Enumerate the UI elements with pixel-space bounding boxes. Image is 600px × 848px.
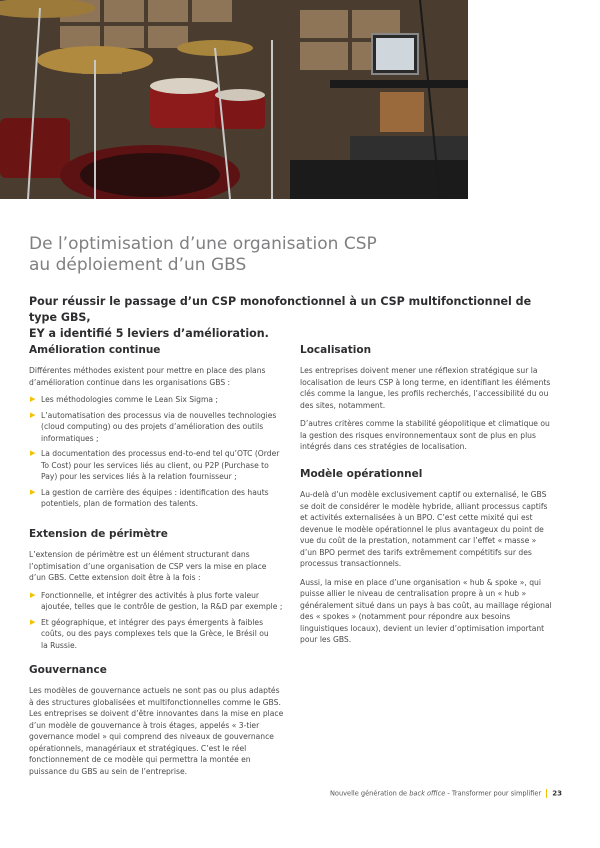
page-title <box>29 234 449 276</box>
text-line: Les modèles de gouvernance actuels ne sont pas ou plus adaptés <box>29 686 280 695</box>
text-line: Au-delà d’un modèle exclusivement captif ou externalisé, le GBS <box>300 490 547 499</box>
text-line: Les entreprises se doivent d’être innovantes dans la mise en place <box>29 709 284 718</box>
text-line: coûts, ou des pays complexes tels que la Grèce, le Brésil ou <box>41 629 269 638</box>
section-gouvernance <box>29 664 289 777</box>
text-line: puisse allier le niveau de centralisation propre à un « hub » <box>300 589 527 598</box>
section-paragraph <box>300 365 558 411</box>
section-paragraph <box>300 489 558 570</box>
text-line: intégrés dans ces stratégies de localisation. <box>300 442 467 451</box>
bullet-icon: ▶ <box>30 590 36 599</box>
footer-separator <box>546 789 547 798</box>
section-intro <box>29 549 289 584</box>
text-line: la gestion des risques environnementaux sont de plus en plus <box>300 430 536 440</box>
text-line: des « spokes » (notamment pour répondre aux besoins <box>300 612 511 621</box>
page-title-line-2: au déploiement d’un GBS <box>29 255 247 275</box>
section-modele-operationnel <box>300 468 558 646</box>
list-item <box>29 394 289 406</box>
text-line: localisation de leurs CSP à long terme, en identifiant les éléments <box>300 377 551 387</box>
bullet-icon: ▶ <box>30 617 36 626</box>
footer-text <box>330 790 541 798</box>
text-line: d’amélioration continue dans les organisations GBS : <box>29 377 231 387</box>
text-line: L’extension de périmètre est un élément structurant dans <box>29 550 250 559</box>
lead-line-2: EY a identifié 5 leviers d’amélioration. <box>29 327 269 340</box>
section-amelioration-continue <box>29 344 289 510</box>
text-line: Différentes méthodes existent pour mettre en place des plans <box>29 366 266 375</box>
list-item <box>29 448 289 483</box>
text-line: l’optimisation d’une organisation de CSP vers la mise en place <box>29 561 267 571</box>
page-title-line-1: De l’optimisation d’une organisation CSP <box>29 234 377 254</box>
section-extension-perimetre <box>29 528 289 651</box>
text-line: To Cost) pour les services liés au client, ou P2P (Purchase to <box>41 460 269 470</box>
text-line: processus transactionnels. <box>300 559 402 568</box>
text-line: Et géographique, et intégrer des pays émergents à faibles <box>41 617 264 627</box>
section-heading: Amélioration continue <box>29 344 161 356</box>
bullet-icon: ▶ <box>30 395 36 403</box>
text-line: governance model » qui comprend des niveaux de gouvernance <box>29 732 274 741</box>
text-line: la Russie. <box>41 640 78 650</box>
section-heading: Localisation <box>300 344 372 356</box>
bullet-icon: ▶ <box>30 449 36 457</box>
text-line: Pay) pour les services liés à la relation fournisseur ; <box>41 472 237 481</box>
footer-text-part: Nouvelle génération de <box>330 789 410 798</box>
footer-text-part: - Transformer pour simplifier <box>445 789 542 798</box>
text-line: La gestion de carrière des équipes : identification des hauts <box>41 487 269 497</box>
text-line: Les entreprises doivent mener une réflexion stratégique sur la <box>300 366 538 375</box>
text-line: potentiels, plan de formation des talents. <box>41 499 199 508</box>
bullet-list <box>29 590 289 652</box>
bullet-icon: ▶ <box>30 487 36 496</box>
bullet-list <box>29 394 289 510</box>
text-line: ajoutée, telles que le contrôle de gestion, la R&D par exemple ; <box>41 602 283 611</box>
text-line: vue du coût de la prestation, notamment car l’effet « masse » <box>300 536 537 545</box>
text-line: d’un BPO permet des tarifs extrêmement compétitifs sur des <box>300 547 532 557</box>
text-line: et activités externalisées à un BPO. C’est cette mixité qui est <box>300 513 533 522</box>
text-line: Aussi, la mise en place d’une organisation « hub & spoke », qui <box>300 577 541 587</box>
list-item <box>29 410 289 445</box>
text-line: puissance du GBS au sein de l’entreprise. <box>29 766 188 776</box>
text-line: Fonctionnelle, et intégrer des activités à plus forte valeur <box>41 590 260 600</box>
text-line: d’un GBS. Cette extension doit être à la fois : <box>29 573 201 582</box>
page-footer <box>330 789 562 798</box>
list-item <box>29 590 289 613</box>
lead-line-1: Pour réussir le passage d’un CSP monofonctionnel à un CSP multifonctionnel de type GBS, <box>29 295 532 324</box>
section-body <box>29 685 289 777</box>
text-line: (cloud computing) ou des projets d’amélioration des outils <box>41 422 264 431</box>
text-line: L’automatisation des processus via de nouvelles technologies <box>41 410 277 420</box>
section-heading: Extension de périmètre <box>29 528 168 540</box>
text-line: Les méthodologies comme le Lean Six Sigma ; <box>41 395 218 404</box>
section-heading: Modèle opérationnel <box>300 468 423 480</box>
text-line: fonctionnement de ce modèle qui permettra la montée en <box>29 755 251 764</box>
section-heading: Gouvernance <box>29 664 107 676</box>
section-localisation <box>300 344 558 453</box>
text-line: La documentation des processus end-to-end tel qu’OTC (Order <box>41 449 280 458</box>
text-line: d’un modèle de gouvernance à trois étages, appelés « 3-tier <box>29 720 260 730</box>
footer-text-italic: back office <box>409 789 446 798</box>
text-line: clés comme la langue, les profils recherchés, l’accessibilité du ou <box>300 389 549 398</box>
drum-kit-photo <box>0 0 468 199</box>
section-paragraph <box>300 577 558 646</box>
section-paragraph <box>300 418 558 453</box>
text-line: opérationnels, managériaux et stratégiques. C’est le réel <box>29 743 247 753</box>
bullet-icon: ▶ <box>30 410 36 419</box>
text-line: généralement situé dans un pays à bas coût, au maillage régional <box>300 600 552 610</box>
text-line: informatiques ; <box>41 433 99 443</box>
text-line: devenue le modèle opérationnel le plus avantageux du point de <box>300 524 544 534</box>
section-intro <box>29 365 289 388</box>
text-line: pour les GBS. <box>300 635 352 644</box>
text-line: linguistiques locaux), devient un levier d’optimisation important <box>300 623 545 633</box>
text-line: se doit de considérer le modèle hybride, alliant processus captifs <box>300 501 548 511</box>
text-line: D’autres critères comme la stabilité géopolitique et climatique ou <box>300 419 550 428</box>
text-line: à des structures globalisées et multifonctionnelles comme le GBS. <box>29 697 281 707</box>
lead-paragraph <box>29 294 549 342</box>
list-item <box>29 487 289 510</box>
page-number: 23 <box>552 789 562 798</box>
text-line: des sites, notamment. <box>300 400 386 410</box>
list-item <box>29 617 289 652</box>
